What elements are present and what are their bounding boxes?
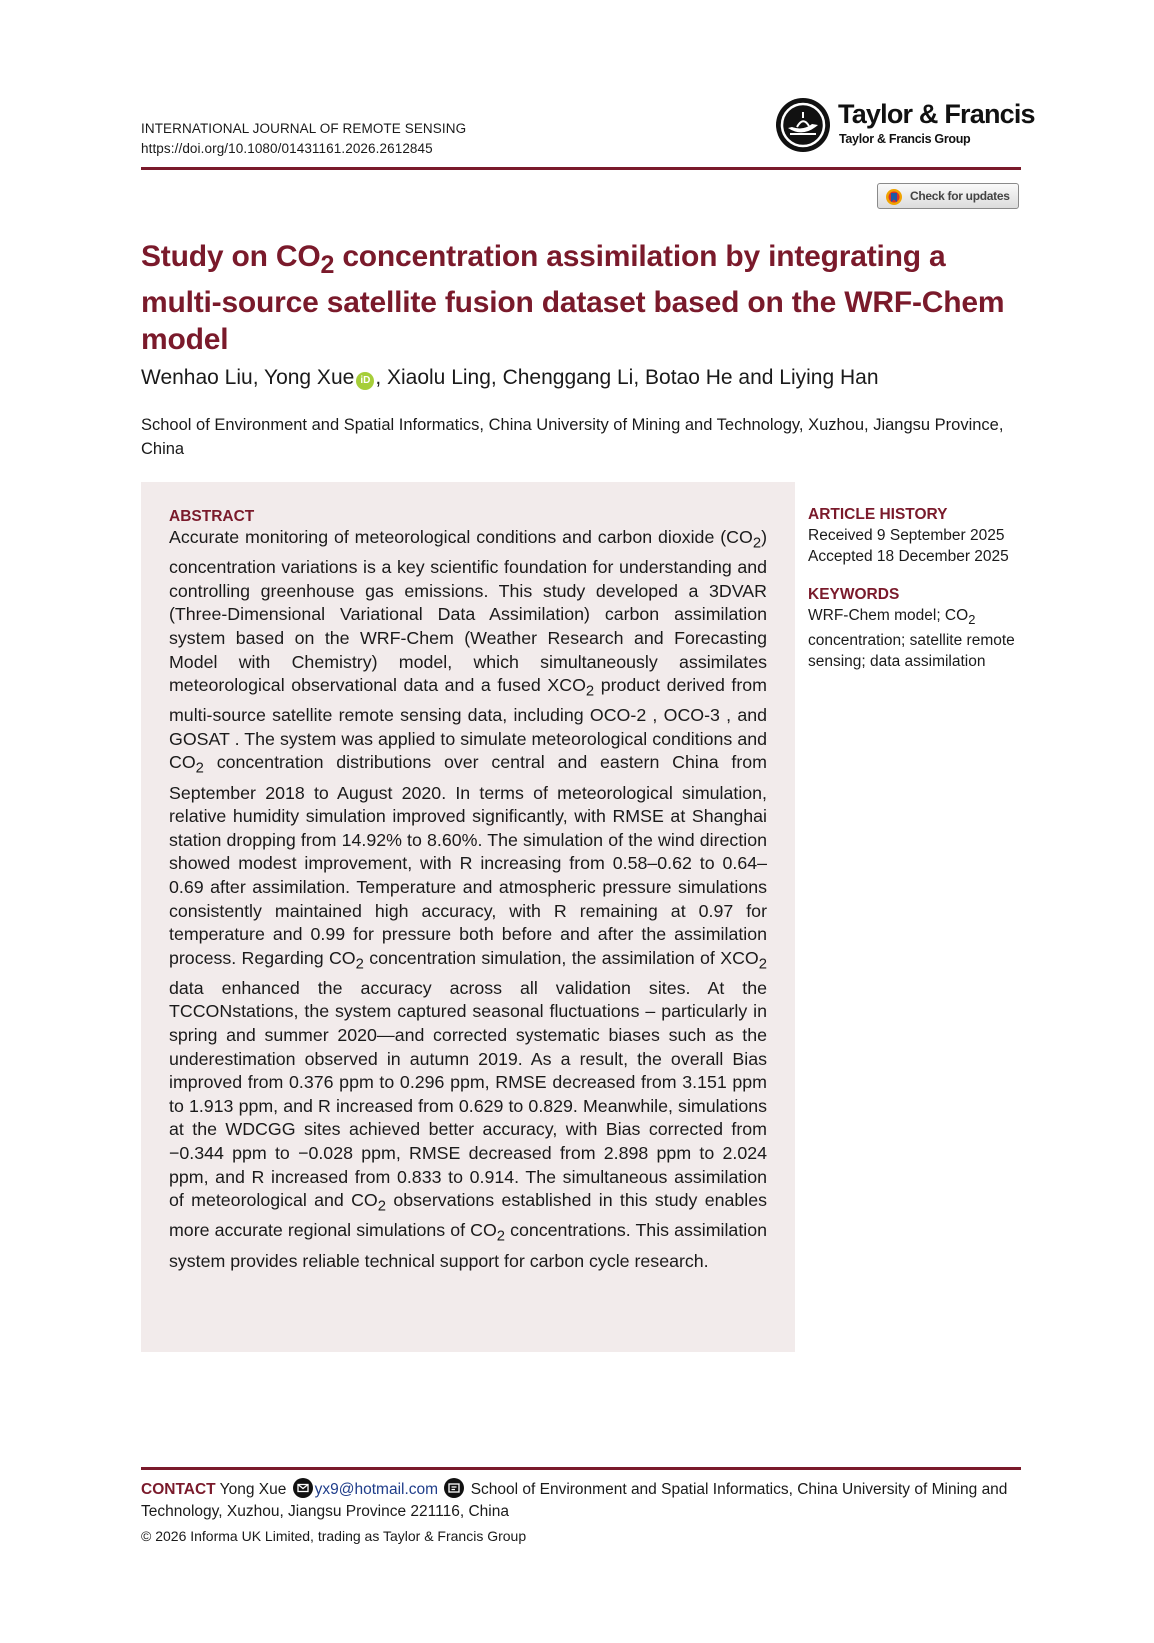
- abstract-heading: ABSTRACT: [169, 508, 255, 525]
- contact-name: Yong Xue: [219, 1481, 287, 1498]
- keywords-list: WRF-Chem model; $CO_2$ concentration; satellite remote sensing; data assimilation: [808, 607, 1015, 671]
- contact-info: [141, 1478, 1021, 1522]
- contact-address: School of Environment and Spatial Informatics, China University of Mining and Technology, Xuzhou, Jiangsu Province 221116, China: [141, 1481, 1008, 1520]
- copyright: © 2026 Informa UK Limited, trading as Taylor & Francis Group: [141, 1528, 527, 1544]
- author-list: Wenhao Liu, Yong Xue iD , Xiaolu Ling, Chenggang Li, Botao He and Liying Han: [141, 366, 879, 389]
- publisher-lamp-icon: [776, 98, 830, 152]
- updates-ribbon-icon: [884, 188, 904, 206]
- doi-link[interactable]: https://doi.org/10.1080/01431161.2026.2612845: [141, 141, 433, 156]
- keywords: [808, 585, 1028, 672]
- publisher-group: Taylor & Francis Group: [839, 132, 971, 146]
- footer-divider: [141, 1467, 1021, 1470]
- abstract-body: Accurate monitoring of meteorological conditions and carbon dioxide $(CO_2)$ concentration variations is a key scientific foundation for understanding and controlling greenhouse gas emissions. This study developed a 3DVAR (Three-Dimensional Variational Data Assimilation) carbon assimilation system based on the WRF-Chem (Weather Research and Forecasting Model with Chemistry) model, which simultaneously assimilates meteorological observational data and a fused $XCO_2$ product derived from multi-source satellite remote sensing data, including OCO-2 , OCO-3 , and GOSAT . The system was applied to simulate meteorological conditions and $CO_2$ concentration distributions over central and eastern China from September 2018 to August 2020. In terms of meteorological simulation, relative humidity simulation improved significantly, with RMSE at Shanghai station dropping from 14.92% to 8.60%. The simulation of the wind direction showed modest improvement, with R increasing from 0.58–0.62 to 0.64–0.69 after assimilation. Temperature and atmospheric pressure simulations consistently maintained high accuracy, with R remaining at 0.97 for temperature and 0.99 for pressure both before and after the assimilation process. Regarding $CO_2$ concentration simulation, the assimilation of $XCO_2$ data enhanced the accuracy across all validation sites. At the TCCONstations, the system captured seasonal fluctuations – particularly in spring and summer 2020—and corrected systematic biases such as the underestimation observed in autumn 2019. As a result, the overall Bias improved from 0.376 ppm to 0.296 ppm, RMSE decreased from 3.151 ppm to 1.913 ppm, and R increased from 0.629 to 0.829. Meanwhile, simulations at the WDCGG sites achieved better accuracy, with Bias corrected from −0.344 ppm to −0.028 ppm, RMSE decreased from 2.898 ppm to 2.024 ppm, and R increased from 0.833 to 0.914. The simultaneous assimilation of meteorological and $CO_2$ observations established in this study enables more accurate regional simulations of $CO_2$ concentrations. This assimilation system provides reliable technical support for carbon cycle research.: [169, 527, 767, 1271]
- abstract-panel: [141, 482, 795, 1352]
- accepted-date: Accepted 18 December 2025: [808, 548, 1009, 565]
- orcid-icon[interactable]: iD: [356, 372, 374, 390]
- journal-name: INTERNATIONAL JOURNAL OF REMOTE SENSING: [141, 121, 467, 136]
- article-history: [808, 505, 1028, 567]
- article-history-heading: ARTICLE HISTORY: [808, 506, 948, 523]
- address-icon: [444, 1478, 464, 1498]
- contact-email[interactable]: yx9@hotmail.com: [314, 1481, 439, 1498]
- journal-header: [141, 119, 466, 159]
- publisher-name: Taylor & Francis: [838, 99, 1035, 129]
- check-for-updates-label: Check for updates: [910, 189, 1010, 203]
- received-date: Received 9 September 2025: [808, 527, 1005, 544]
- keywords-heading: KEYWORDS: [808, 586, 900, 603]
- contact-label: CONTACT: [141, 1481, 216, 1498]
- check-for-updates-button[interactable]: [877, 183, 1019, 209]
- email-icon: [293, 1478, 313, 1498]
- header-divider: [141, 167, 1021, 170]
- publisher-logo: [776, 96, 1035, 156]
- article-title: Study on $CO_2$ concentration assimilation by integrating a multi-source satellite fusion dataset based on the WRF-Chem model: [141, 240, 1005, 356]
- affiliation: School of Environment and Spatial Informatics, China University of Mining and Technology, Xuzhou, Jiangsu Province, China: [141, 416, 1004, 458]
